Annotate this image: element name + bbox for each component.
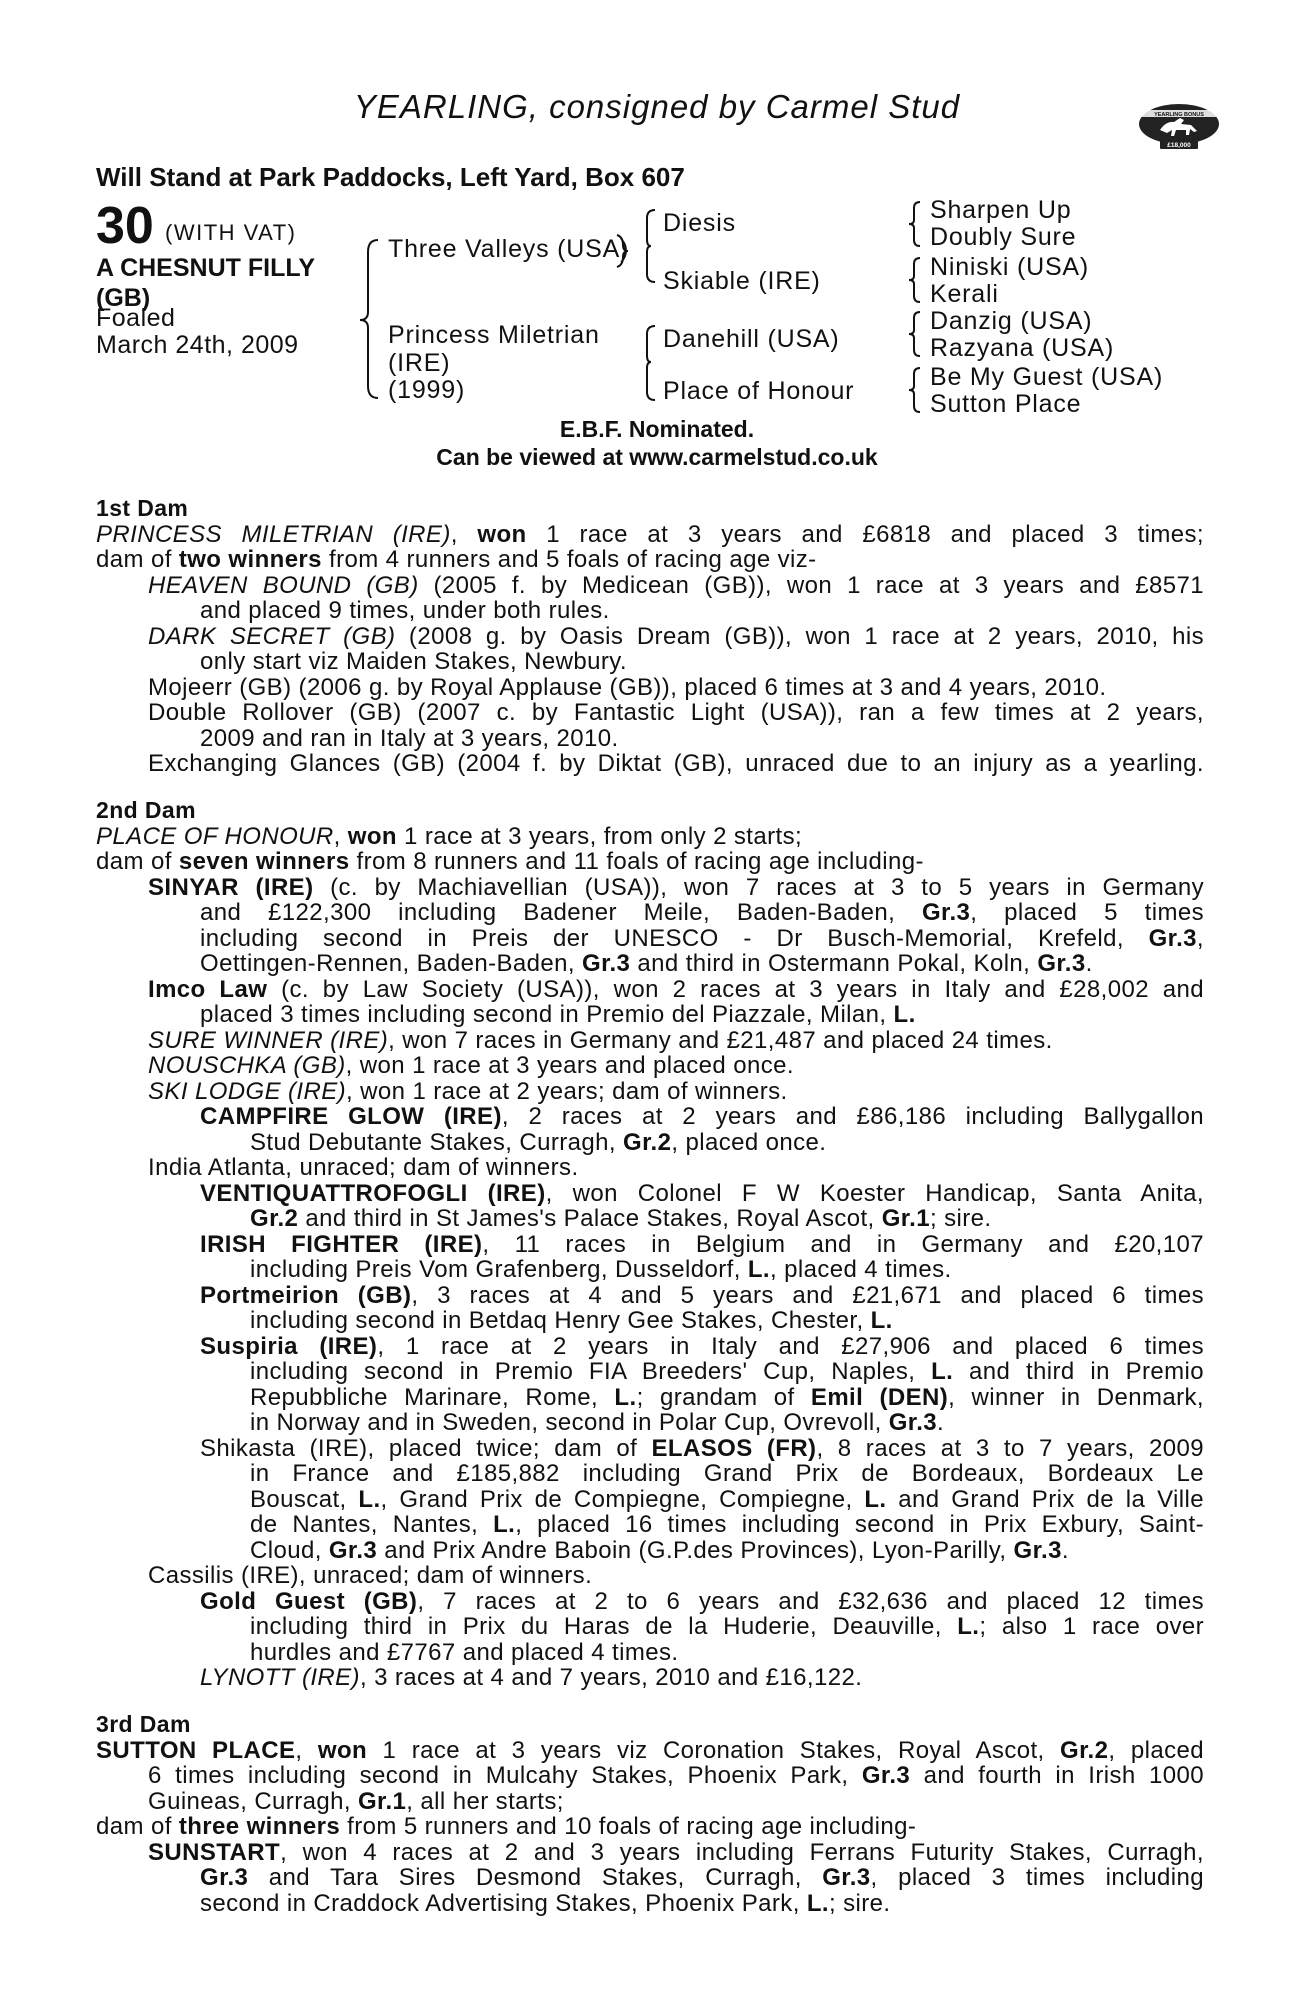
text-run: three winners bbox=[178, 1813, 341, 1840]
text-run: , 8 races at 3 to 7 years, 2009 bbox=[816, 1434, 1204, 1462]
second-dam-line bbox=[96, 1334, 1204, 1360]
text-run: Gr.2 bbox=[250, 1205, 299, 1232]
text-run: de Nantes, Nantes, bbox=[250, 1511, 494, 1538]
second-dam-line bbox=[96, 1002, 1204, 1028]
text-run: Gr.3 bbox=[822, 1864, 871, 1891]
text-run: placed 3 times including second in Premio del Piazzale, Milan, bbox=[200, 1001, 894, 1028]
text-run: CAMPFIRE GLOW (IRE) bbox=[200, 1103, 502, 1130]
text-run: dam of bbox=[96, 848, 179, 875]
text-run: and £122,300 including Badener Meile, Baden-Baden, bbox=[200, 899, 922, 926]
pedigree-gg-4: Kerali bbox=[930, 280, 999, 308]
text-run: , 7 races at 2 to 6 years and £32,636 and placed 12 times bbox=[417, 1587, 1205, 1615]
second-dam-line bbox=[96, 1028, 1204, 1054]
third-dam-line bbox=[96, 1789, 1204, 1815]
text-run: Portmeirion (GB) bbox=[200, 1281, 412, 1309]
text-run: Gold Guest (GB) bbox=[200, 1587, 418, 1615]
text-run: Stud Debutante Stakes, Curragh, bbox=[250, 1128, 624, 1156]
text-run: SUNSTART bbox=[148, 1838, 281, 1866]
pedigree-gg-7: Be My Guest (USA) bbox=[930, 363, 1164, 391]
first-dam-line: Mojeerr (GB) (2006 g. by Royal Applause (GB)), placed 6 times at 3 and 4 years, 2010. bbox=[148, 673, 1107, 701]
pedigree-grandsire-2: Danehill (USA) bbox=[663, 325, 840, 353]
first-dam-line: only start viz Maiden Stakes, Newbury. bbox=[200, 648, 627, 675]
logo-bottom-text: £18,000 bbox=[1167, 142, 1191, 149]
third-dam-line bbox=[96, 1814, 1204, 1840]
text-run: seven winners bbox=[178, 848, 350, 875]
text-run: , bbox=[1196, 924, 1204, 952]
second-dam-line bbox=[96, 1308, 1204, 1334]
text-run: , winner in Denmark, bbox=[948, 1383, 1204, 1411]
text-run: , all her starts; bbox=[406, 1787, 564, 1815]
text-run: , placed bbox=[1108, 1736, 1204, 1764]
foaled-label: Foaled bbox=[96, 304, 176, 332]
text-run: won bbox=[347, 822, 397, 850]
second-dam-line bbox=[96, 1487, 1204, 1513]
text-run: , placed 16 times including second in Prix Exbury, Saint- bbox=[515, 1511, 1204, 1538]
page-header: YEARLING, consigned by Carmel Stud bbox=[353, 88, 961, 125]
text-run: Gr.2 bbox=[1060, 1736, 1109, 1764]
lot-description: A CHESNUT FILLY (GB) bbox=[96, 254, 315, 312]
text-run: including second in Premio FIA Breeders' Cup, Naples, bbox=[250, 1358, 932, 1385]
text-run: L. bbox=[870, 1307, 893, 1334]
second-dam-line bbox=[96, 1130, 1204, 1156]
text-run: , bbox=[295, 1736, 318, 1764]
text-run: Oettingen-Rennen, Baden-Baden, bbox=[200, 950, 582, 977]
lot-number: 30 bbox=[96, 197, 154, 255]
vat-label: (WITH VAT) bbox=[165, 220, 297, 245]
text-run: and Prix Andre Baboin (G.P.des Provinces), Lyon-Parilly, bbox=[377, 1536, 1014, 1564]
second-dam-line bbox=[96, 875, 1204, 901]
text-run: SUTTON PLACE bbox=[96, 1736, 296, 1764]
pedigree-gg-8: Sutton Place bbox=[930, 390, 1082, 418]
third-dam-line bbox=[96, 1840, 1204, 1866]
text-run: L. bbox=[957, 1613, 980, 1640]
text-run: , won 1 race at 3 years and placed once. bbox=[345, 1052, 794, 1079]
text-run: L. bbox=[358, 1485, 381, 1513]
first-dam-line: 2009 and ran in Italy at 3 years, 2010. bbox=[200, 724, 619, 752]
text-run: L. bbox=[806, 1889, 829, 1917]
text-run: including Preis Vom Grafenberg, Dusseldorf, bbox=[250, 1256, 748, 1283]
second-dam-line: Cassilis (IRE), unraced; dam of winners. bbox=[148, 1562, 593, 1589]
pedigree-dam-name: Princess Miletrian bbox=[388, 321, 600, 349]
text-run: and third in St James's Palace Stakes, Royal Ascot, bbox=[298, 1205, 882, 1232]
text-run: LYNOTT (IRE) bbox=[200, 1664, 360, 1691]
pedigree-dam-year: (1999) bbox=[388, 376, 466, 404]
text-run: Cloud, bbox=[250, 1536, 329, 1564]
second-dam-line bbox=[96, 849, 1204, 875]
text-run: . bbox=[1061, 1536, 1069, 1564]
text-run: Gr.1 bbox=[357, 1787, 407, 1815]
pedigree-grandsire-1: Diesis bbox=[663, 209, 736, 237]
text-run: ; sire. bbox=[829, 1889, 891, 1917]
second-dam-title: 2nd Dam bbox=[96, 797, 196, 823]
third-dam-section bbox=[96, 1712, 1204, 1916]
text-run: and third in Ostermann Pokal, Koln, bbox=[630, 950, 1038, 977]
pedigree-gg-2: Doubly Sure bbox=[930, 223, 1077, 251]
first-dam-line bbox=[96, 522, 1204, 548]
text-run: dam of bbox=[96, 546, 179, 573]
pedigree-gg-5: Danzig (USA) bbox=[930, 307, 1093, 335]
second-dam-line: India Atlanta, unraced; dam of winners. bbox=[148, 1154, 579, 1181]
text-run: including third in Prix du Haras de la Huderie, Deauville, bbox=[250, 1613, 958, 1640]
second-dam-line bbox=[96, 1359, 1204, 1385]
second-dam-line bbox=[96, 1589, 1204, 1615]
logo-top-text: YEARLING BONUS bbox=[1154, 112, 1204, 118]
text-run: L. bbox=[931, 1358, 954, 1385]
text-run: SINYAR (IRE) bbox=[148, 873, 314, 901]
text-run: L. bbox=[864, 1485, 887, 1513]
third-dam-title: 3rd Dam bbox=[96, 1711, 191, 1737]
text-run: 1 race at 3 years viz Coronation Stakes, Royal Ascot, bbox=[367, 1736, 1061, 1764]
second-dam-line bbox=[96, 1614, 1204, 1640]
text-run: from 5 runners and 10 foals of racing age including- bbox=[340, 1813, 917, 1840]
text-run: . bbox=[937, 1409, 945, 1436]
text-run: Bouscat, bbox=[250, 1485, 359, 1513]
text-run: , 1 race at 2 years in Italy and £27,906 and placed 6 times bbox=[377, 1332, 1204, 1360]
text-run: Gr.3 bbox=[888, 1409, 938, 1436]
third-dam-line bbox=[96, 1891, 1204, 1917]
second-dam-line bbox=[96, 951, 1204, 977]
text-run: L. bbox=[893, 1001, 916, 1028]
text-run: , placed 5 times bbox=[970, 899, 1204, 926]
second-dam-line bbox=[96, 1436, 1204, 1462]
text-run: Guineas, Curragh, bbox=[148, 1787, 358, 1815]
pedigree-gg-3: Niniski (USA) bbox=[930, 253, 1090, 281]
first-dam-title: 1st Dam bbox=[96, 495, 189, 521]
text-run: 1 race at 3 years and £6818 and placed 3 times; bbox=[526, 520, 1204, 548]
text-run: DARK SECRET (GB) bbox=[148, 622, 396, 650]
second-dam-line bbox=[96, 900, 1204, 926]
first-dam-line bbox=[96, 547, 1204, 573]
text-run: , placed 3 times including bbox=[870, 1864, 1204, 1891]
text-run: Gr.3 bbox=[1148, 924, 1197, 952]
text-run: , Grand Prix de Compiegne, Compiegne, bbox=[380, 1485, 865, 1513]
text-run: L. bbox=[614, 1383, 637, 1411]
second-dam-line bbox=[96, 824, 1204, 850]
text-run: , 2 races at 2 years and £86,186 including Ballygallon bbox=[501, 1103, 1204, 1130]
text-run: VENTIQUATTROFOGLI (IRE) bbox=[200, 1179, 546, 1207]
text-run: IRISH FIGHTER (IRE) bbox=[200, 1230, 483, 1258]
first-dam-line: Exchanging Glances (GB) (2004 f. by Diktat (GB), unraced due to an injury as a yearling. bbox=[148, 750, 1204, 777]
text-run: ; also 1 race over bbox=[979, 1613, 1204, 1640]
text-run: 6 times including second in Mulcahy Stakes, Phoenix Park, bbox=[148, 1762, 862, 1789]
second-dam-line bbox=[96, 1665, 1204, 1691]
text-run: , placed once. bbox=[671, 1128, 827, 1156]
text-run: SKI LODGE (IRE) bbox=[148, 1077, 347, 1105]
pedigree-gg-1: Sharpen Up bbox=[930, 196, 1072, 224]
text-run: Repubbliche Marinare, Rome, bbox=[250, 1383, 615, 1411]
text-run: ELASOS (FR) bbox=[651, 1434, 817, 1462]
pedigree-gg-6: Razyana (USA) bbox=[930, 334, 1115, 362]
second-dam-line bbox=[96, 1257, 1204, 1283]
pedigree-braces bbox=[0, 0, 1314, 420]
second-dam-line bbox=[96, 1104, 1204, 1130]
text-run: Gr.3 bbox=[328, 1536, 378, 1564]
viewing-website: Can be viewed at www.carmelstud.co.uk bbox=[436, 444, 878, 470]
second-dam-line bbox=[96, 1053, 1204, 1079]
text-run: (c. by Machiavellian (USA)), won 7 races at 3 to 5 years in Germany bbox=[313, 873, 1205, 901]
text-run: and third in Premio bbox=[953, 1358, 1204, 1385]
second-dam-line bbox=[96, 1079, 1204, 1105]
pedigree-granddam-1: Skiable (IRE) bbox=[663, 267, 821, 295]
text-run: including second in Preis der UNESCO - Dr Busch-Memorial, Krefeld, bbox=[200, 924, 1149, 952]
third-dam-line bbox=[96, 1738, 1204, 1764]
text-run: from 8 runners and 11 foals of racing age including- bbox=[349, 848, 924, 875]
text-run: , 3 races at 4 and 5 years and £21,671 and placed 6 times bbox=[411, 1281, 1204, 1309]
text-run: HEAVEN BOUND (GB) bbox=[148, 571, 419, 599]
second-dam-line bbox=[96, 1512, 1204, 1538]
text-run: NOUSCHKA (GB) bbox=[148, 1052, 346, 1079]
pedigree-granddam-2: Place of Honour bbox=[663, 377, 855, 405]
second-dam-line bbox=[96, 977, 1204, 1003]
first-dam-line bbox=[96, 573, 1204, 599]
text-run: including second in Betdaq Henry Gee Stakes, Chester, bbox=[250, 1307, 871, 1334]
stand-location: Will Stand at Park Paddocks, Left Yard, Box 607 bbox=[96, 162, 685, 192]
text-run: Shikasta (IRE), placed twice; dam of bbox=[200, 1434, 652, 1462]
first-dam-line bbox=[96, 624, 1204, 650]
second-dam-line bbox=[96, 1232, 1204, 1258]
text-run: and fourth in Irish 1000 bbox=[910, 1762, 1204, 1789]
text-run: won bbox=[317, 1736, 368, 1764]
ebf-nominated: E.B.F. Nominated. bbox=[559, 416, 755, 442]
text-run: L. bbox=[747, 1256, 770, 1283]
text-run: ; grandam of bbox=[636, 1383, 811, 1411]
text-run: , won 4 races at 2 and 3 years including Ferrans Futurity Stakes, Curragh, bbox=[280, 1838, 1204, 1866]
text-run: Imco Law bbox=[148, 975, 268, 1003]
text-run: , 3 races at 4 and 7 years, 2010 and £16,122. bbox=[359, 1664, 863, 1691]
second-dam-line bbox=[96, 926, 1204, 952]
second-dam-line bbox=[96, 1385, 1204, 1411]
text-run: PRINCESS MILETRIAN (IRE) bbox=[96, 520, 451, 548]
text-run: Emil (DEN) bbox=[810, 1383, 949, 1411]
text-run: , won 7 races in Germany and £21,487 and placed 24 times. bbox=[388, 1026, 1053, 1054]
first-dam-line: Double Rollover (GB) (2007 c. by Fantastic Light (USA)), ran a few times at 2 years, bbox=[148, 699, 1204, 726]
text-run: , placed 4 times. bbox=[769, 1256, 952, 1283]
text-run: (c. by Law Society (USA)), won 2 races at 3 years in Italy and £28,002 and bbox=[267, 975, 1204, 1003]
third-dam-line bbox=[96, 1763, 1204, 1789]
text-run: in Norway and in Sweden, second in Polar Cup, Ovrevoll, bbox=[250, 1409, 889, 1436]
text-run: , won Colonel F W Koester Handicap, Santa Anita, bbox=[545, 1179, 1204, 1207]
third-dam-line bbox=[96, 1865, 1204, 1891]
text-run: Gr.3 bbox=[1037, 950, 1086, 977]
pedigree-sire: Three Valleys (USA) bbox=[388, 235, 630, 263]
text-run: PLACE OF HONOUR bbox=[96, 822, 334, 850]
text-run: L. bbox=[493, 1511, 516, 1538]
text-run: from 4 runners and 5 foals of racing age viz- bbox=[321, 546, 817, 573]
text-run: , bbox=[333, 822, 348, 850]
second-dam-line bbox=[96, 1283, 1204, 1309]
text-run: , won 1 race at 2 years; dam of winners. bbox=[346, 1077, 788, 1105]
text-run: Gr.2 bbox=[623, 1128, 672, 1156]
second-dam-line bbox=[96, 1410, 1204, 1436]
text-run: Gr.3 bbox=[200, 1864, 249, 1891]
text-run: 1 race at 3 years, from only 2 starts; bbox=[396, 822, 803, 850]
pedigree-dam-origin: (IRE) bbox=[388, 349, 451, 377]
text-run: (2008 g. by Oasis Dream (GB)), won 1 race at 2 years, 2010, his bbox=[395, 622, 1204, 650]
text-run: Suspiria (IRE) bbox=[200, 1332, 378, 1360]
text-run: and Grand Prix de la Ville bbox=[886, 1485, 1205, 1513]
text-run: Gr.1 bbox=[881, 1205, 931, 1232]
second-dam-section bbox=[96, 798, 1204, 1691]
text-run: dam of bbox=[96, 1813, 179, 1840]
text-run: , bbox=[450, 520, 478, 548]
text-run: and Tara Sires Desmond Stakes, Curragh, bbox=[248, 1864, 823, 1891]
text-run: Gr.3 bbox=[861, 1762, 911, 1789]
second-dam-line: hurdles and £7767 and placed 4 times. bbox=[250, 1638, 679, 1666]
foaled-date: March 24th, 2009 bbox=[96, 331, 299, 359]
text-run: second in Craddock Advertising Stakes, Phoenix Park, bbox=[200, 1889, 807, 1917]
text-run: two winners bbox=[178, 546, 322, 573]
second-dam-line bbox=[96, 1206, 1204, 1232]
text-run: , 11 races in Belgium and in Germany and £20,107 bbox=[482, 1230, 1204, 1258]
text-run: won bbox=[477, 520, 527, 548]
text-run: ; sire. bbox=[930, 1205, 992, 1232]
second-dam-line bbox=[96, 1538, 1204, 1564]
text-run: Gr.3 bbox=[921, 899, 971, 926]
second-dam-line: in France and £185,882 including Grand Prix de Bordeaux, Bordeaux Le bbox=[250, 1460, 1204, 1487]
second-dam-line bbox=[96, 1181, 1204, 1207]
first-dam-line: and placed 9 times, under both rules. bbox=[200, 597, 610, 624]
text-run: Gr.3 bbox=[582, 950, 631, 977]
text-run: SURE WINNER (IRE) bbox=[148, 1026, 389, 1054]
text-run: . bbox=[1085, 950, 1093, 977]
text-run: (2005 f. by Medicean (GB)), won 1 race at 3 years and £8571 bbox=[418, 571, 1204, 599]
first-dam-section bbox=[96, 496, 1204, 777]
text-run: Gr.3 bbox=[1013, 1536, 1062, 1564]
